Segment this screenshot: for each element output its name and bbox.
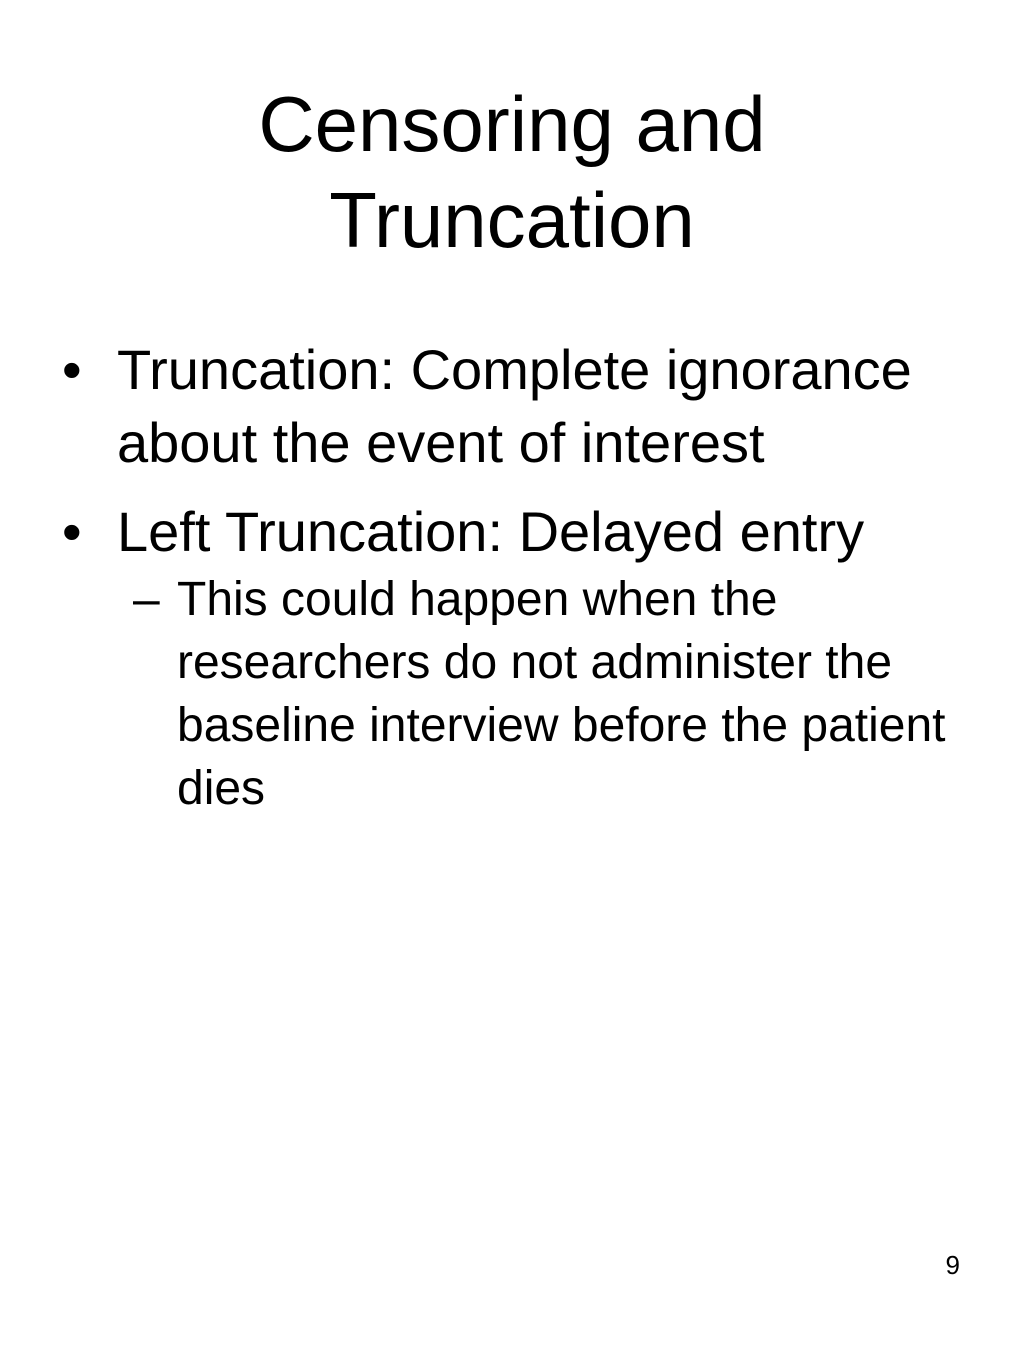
bullet-left-truncation <box>62 495 982 820</box>
bullet-truncation <box>62 333 982 479</box>
bullet-list <box>62 333 982 836</box>
bullet-text: Left Truncation: Delayed entry <box>117 500 865 563</box>
sub-bullet-list <box>117 568 982 820</box>
sub-bullet-delayed-entry-example <box>133 568 982 820</box>
title-line-1: Censoring and <box>258 80 766 168</box>
sub-bullet-text: This could happen when the researchers do not administer the baseline interview before the patient dies <box>177 573 946 815</box>
title-line-2: Truncation <box>329 176 695 264</box>
bullet-text: Truncation: Complete ignorance about the event of interest <box>117 338 912 474</box>
page-number: 9 <box>945 1250 960 1280</box>
bullet-marker: • <box>62 338 82 401</box>
slide-title <box>112 76 912 268</box>
sub-bullet-marker: – <box>133 573 160 626</box>
bullet-marker: • <box>62 500 82 563</box>
